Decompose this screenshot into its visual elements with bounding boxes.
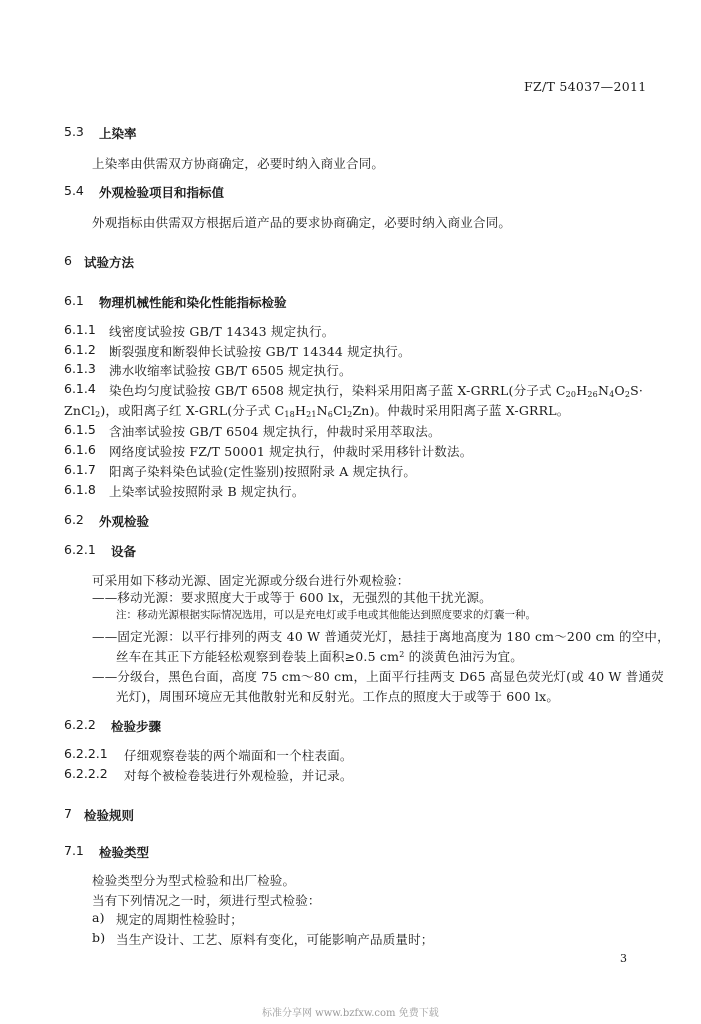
text-run: Zn)。仲裁时采用阳离子蓝 X-GRRL。: [352, 403, 570, 418]
text-run: ZnCl: [64, 403, 96, 418]
subscript: 20: [565, 390, 577, 399]
item-number: 6.1.5: [64, 422, 96, 437]
item-number: 6.1.1: [64, 322, 96, 337]
paragraph: 上染率由供需双方协商确定，必要时纳入商业合同。: [92, 156, 385, 171]
section-title: 检验规则: [84, 808, 135, 823]
item-number: 6.2.2.1: [64, 746, 108, 761]
item-number: 6.1.4: [64, 381, 96, 396]
text-run: H: [576, 383, 588, 398]
list-label: a): [92, 910, 105, 925]
list-item: 当生产设计、工艺、原料有变化，可能影响产品质量时；: [116, 932, 434, 947]
section-title: 物理机械性能和染化性能指标检验: [99, 295, 287, 310]
section-title: 检验类型: [99, 845, 150, 860]
text-run: N: [597, 383, 610, 398]
item-text: 沸水收缩率试验按 GB/T 6505 规定执行。: [109, 363, 352, 378]
text-run: N: [316, 403, 328, 418]
paragraph: 外观指标由供需双方根据后道产品的要求协商确定，必要时纳入商业合同。: [92, 215, 512, 230]
text-run: 染色均匀度试验按 GB/T 6508 规定执行，染料采用阳离子蓝 X-GRRL(分子式 C: [109, 383, 566, 398]
item-text: 仔细观察卷装的两个端面和一个柱表面。: [124, 748, 353, 763]
list-item: ——固定光源：以平行排列的两支 40 W 普通荧光灯，悬挂于离地高度为 180 cm～200 cm 的空中，: [92, 629, 670, 644]
item-text: 对每个被检卷装进行外观检验，并记录。: [124, 768, 353, 783]
section-number: 5.4: [64, 183, 84, 198]
list-item: ——分级台，黑色台面，高度 75 cm～80 cm，上面平行挂两支 D65 高显色荧光灯(或 40 W 普通荧: [92, 669, 664, 684]
item-number: 6.1.8: [64, 482, 96, 497]
standard-code: FZ/T 54037—2011: [524, 79, 647, 94]
subscript: 26: [587, 390, 598, 399]
text-run: 的淡黄色油污为宜。: [404, 649, 523, 664]
item-text: 含油率试验按 GB/T 6504 规定执行，仲裁时采用萃取法。: [109, 424, 441, 439]
section-number: 6.2: [64, 512, 84, 527]
subscript: 2: [95, 410, 101, 419]
page-number: 3: [620, 952, 627, 965]
section-title: 外观检验: [99, 514, 150, 529]
item-number: 6.1.2: [64, 342, 96, 357]
subscript: 21: [306, 410, 317, 419]
item-number: 6.1.6: [64, 442, 96, 457]
item-number: 6.1.3: [64, 361, 96, 376]
item-text: 线密度试验按 GB/T 14343 规定执行。: [109, 324, 335, 339]
item-number: 6.1.7: [64, 462, 96, 477]
item-text: 网络度试验按 FZ/T 50001 规定执行，仲裁时采用移针计数法。: [109, 444, 473, 459]
section-number: 6.2.2: [64, 717, 96, 732]
subscript: 2: [347, 410, 353, 419]
section-number: 7.1: [64, 843, 84, 858]
paragraph: 检验类型分为型式检验和出厂检验。: [92, 873, 296, 888]
subscript: 4: [609, 390, 615, 399]
text-run: S·: [630, 383, 644, 398]
text-run: H: [294, 403, 307, 418]
section-number: 6.1: [64, 293, 84, 308]
section-number: 6: [64, 253, 72, 268]
item-text: 断裂强度和断裂伸长试验按 GB/T 14344 规定执行。: [109, 344, 411, 359]
watermark-footer: 标准分享网 www.bzfxw.com 免费下载: [262, 1008, 439, 1019]
section-title: 设备: [111, 544, 137, 559]
section-title: 外观检验项目和指标值: [99, 185, 225, 200]
item-text: 阳离子染料染色试验(定性鉴别)按照附录 A 规定执行。: [109, 464, 417, 479]
list-item: ——移动光源：要求照度大于或等于 600 lx，无强烈的其他干扰光源。: [92, 590, 492, 605]
note: 注：移动光源根据实际情况选用，可以是充电灯或手电或其他能达到照度要求的灯囊一种。: [116, 609, 536, 621]
text-run: Cl: [333, 403, 348, 418]
paragraph: 可采用如下移动光源、固定光源或分级台进行外观检验：: [92, 573, 410, 588]
section-title: 检验步骤: [111, 719, 162, 734]
section-title: 上染率: [99, 126, 137, 141]
item-text: [109, 381, 643, 399]
text-run: )，或阳离子红 X-GRL(分子式 C: [100, 403, 285, 418]
list-item: 规定的周期性检验时；: [116, 912, 244, 927]
section-number: 5.3: [64, 124, 84, 139]
superscript: 2: [399, 650, 405, 659]
subscript: 18: [284, 410, 295, 419]
subscript: 2: [624, 390, 631, 399]
text-run: 丝车在其正下方能轻松观察到卷装上面积≥0.5 cm: [116, 649, 400, 664]
list-item-continued: 光灯)，周围环境应无其他散射光和反射光。工作点的照度大于或等于 600 lx。: [116, 689, 560, 704]
section-number: 7: [64, 806, 72, 821]
list-label: b): [92, 930, 106, 945]
subscript: 6: [327, 410, 334, 419]
section-title: 试验方法: [84, 255, 135, 270]
item-text-continued: [64, 401, 569, 419]
item-number: 6.2.2.2: [64, 766, 108, 781]
text-run: O: [614, 383, 625, 398]
list-item-continued: [116, 647, 523, 665]
section-number: 6.2.1: [64, 542, 96, 557]
paragraph: 当有下列情况之一时，须进行型式检验：: [92, 893, 321, 908]
item-text: 上染率试验按照附录 B 规定执行。: [109, 484, 305, 499]
